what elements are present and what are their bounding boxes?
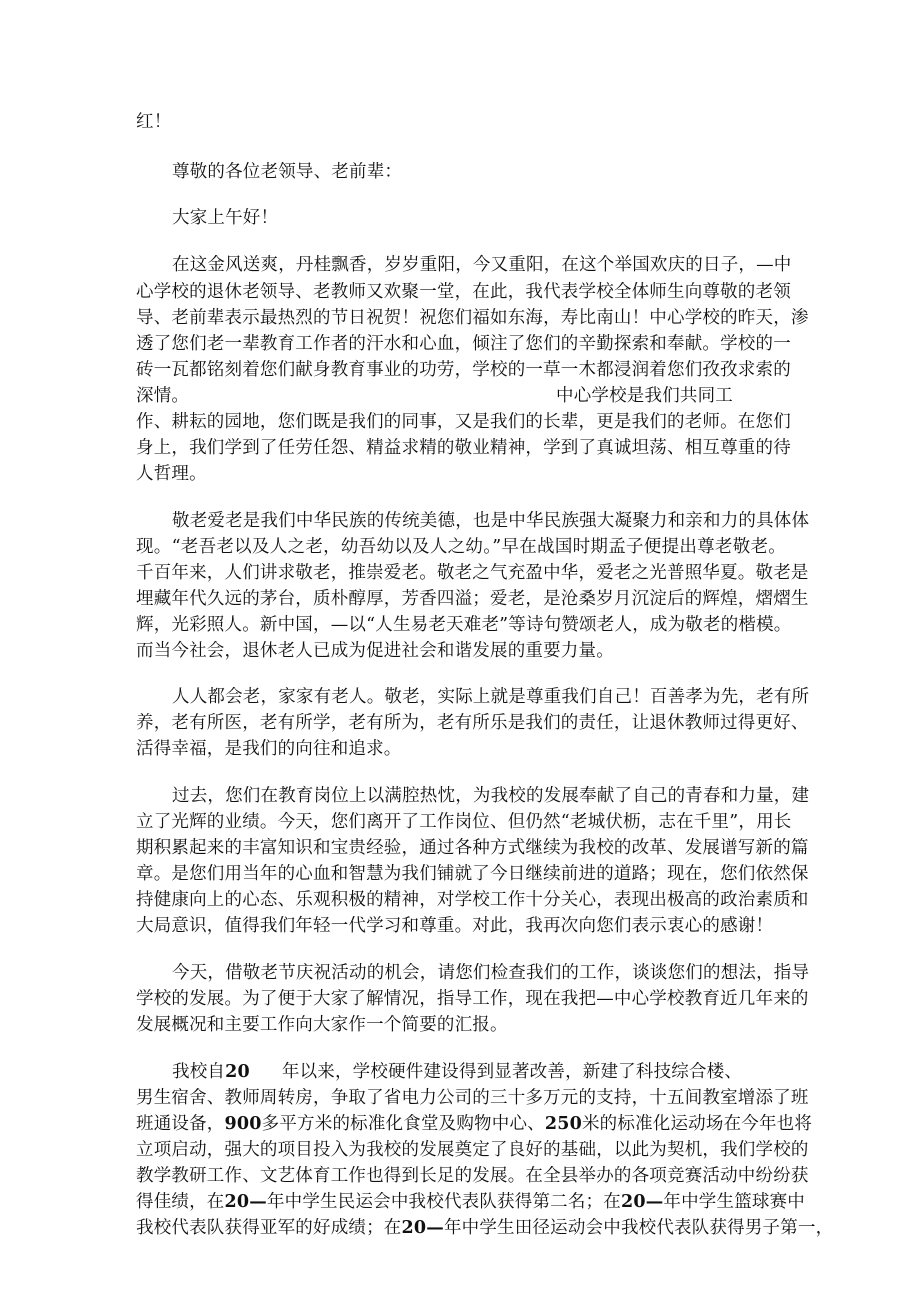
- text-segment: 中心学校是我们共同工: [556, 386, 733, 406]
- text-line: 辉，光彩照人。新中国，—以“人生易老天难老”等诗句赞颂老人，成为敬老的楷模。: [136, 615, 792, 635]
- text-line: 发展概况和主要工作向大家作一个简要的汇报。: [136, 1015, 508, 1035]
- text-segment: 年以来，学校硬件建设得到显著改善，新建了科技综合楼、: [281, 1062, 743, 1082]
- text-line: 作、耕耘的园地，您们既是我们的同事，又是我们的长辈，更是我们的老师。在您们: [136, 412, 791, 432]
- text-segment: 得佳绩，在: [136, 1192, 225, 1212]
- year-number: 20—: [224, 1192, 267, 1212]
- text-line: 透了您们老一辈教育工作者的汗水和心血，倾注了您们的辛勤探索和奉献。学校的一: [136, 334, 791, 354]
- text-line: 敬老爱老是我们中华民族的传统美德，也是中华民族强大凝聚力和亲和力的具体体: [172, 511, 810, 531]
- text-line: 在这金风送爽，丹桂飘香，岁岁重阳，今又重阳，在这个举国欢庆的日子，—中: [172, 255, 792, 275]
- text-line: 今天，借敬老节庆祝活动的机会，请您们检查我们的工作，谈谈您们的想法，指导: [172, 963, 810, 983]
- text-line: 过去，您们在教育岗位上以满腔热忱，为我校的发展奉献了自己的青春和力量，建: [172, 786, 810, 806]
- text-segment: 我校自: [172, 1062, 226, 1082]
- year-number: 20—: [620, 1192, 664, 1212]
- text-line: 教学教研工作、文艺体育工作也得到长足的发展。在全县举办的各项竞赛活动中纷纷获: [136, 1166, 809, 1186]
- text-segment: 深情。: [136, 386, 190, 406]
- year-number: 20: [225, 1062, 250, 1082]
- text-segment: 米的标准化运动场在今年也将: [581, 1114, 813, 1134]
- text-line: 期积累起来的丰富知识和宝贵经验，通过各种方式继续为我校的改革、发展谱写新的篇: [136, 838, 809, 858]
- text-line: [172, 1060, 786, 1084]
- text-segment: 班通设备，: [136, 1114, 225, 1134]
- text-line: 红！: [136, 112, 172, 132]
- text-line: 学校的发展。为了便于大家了解情况，指导工作，现在我把—中心学校教育近几年来的: [136, 989, 809, 1009]
- text-line: 人人都会老，家家有老人。敬老，实际上就是尊重我们自己！百善孝为先，老有所: [172, 687, 810, 707]
- text-line: 持健康向上的心态、乐观积极的精神，对学校工作十分关心，表现出极高的政治素质和: [136, 890, 809, 910]
- text-line: 男生宿舍、教师周转房，争取了省电力公司的三十多万元的支持，十五间教室增添了班: [136, 1088, 809, 1108]
- text-line: [136, 1190, 806, 1214]
- text-line: 砖一瓦都铭刻着您们献身教育事业的功劳，学校的一草一木都浸润着您们孜孜求索的: [136, 360, 791, 380]
- text-line: 导、老前辈表示最热烈的节日祝贺！祝您们福如东海，寿比南山！中心学校的昨天，渗: [136, 308, 809, 328]
- number-value: 900: [224, 1114, 262, 1134]
- text-segment: 我校代表队获得亚军的好成绩；在: [136, 1218, 402, 1238]
- text-segment: 多平方米的标准化食堂及购物中心、: [261, 1114, 545, 1134]
- text-line: 立了光辉的业绩。今天，您们离开了工作岗位、但仍然“老城伏枥，志在千里”，用长: [136, 812, 792, 832]
- year-number: 20—: [401, 1218, 444, 1238]
- text-line: 心学校的退休老领导、老教师又欢聚一堂，在此，我代表学校全体师生向尊敬的老领: [136, 282, 791, 302]
- text-line: 现。“老吾老以及人之老，幼吾幼以及人之幼。”早在战国时期孟子便提出尊老敬老。: [136, 537, 786, 557]
- number-value: 250: [544, 1114, 582, 1134]
- text-line: 立项启动，强大的项目投入为我校的发展奠定了良好的基础，以此为契机，我们学校的: [136, 1140, 809, 1160]
- text-line: 而当今社会，退休老人已成为促进社会和谐发展的重要力量。: [136, 641, 614, 661]
- text-segment: 年中学生篮球赛中: [663, 1192, 806, 1212]
- text-line: 活得幸福，是我们的向往和追求。: [136, 739, 402, 759]
- text-line: 身上，我们学到了任劳任怨、精益求精的敬业精神，学到了真诚坦荡、相互尊重的待: [136, 438, 791, 458]
- text-segment: 年中学生田径运动会中我校代表队获得男子第一，: [443, 1218, 834, 1238]
- text-line: 章。是您们用当年的心血和智慧为我们铺就了今日继续前进的道路；现在，您们依然保: [136, 864, 809, 884]
- text-line: [136, 384, 786, 408]
- text-segment: 年中学生民运会中我校代表队获得第二名；在: [266, 1192, 621, 1212]
- text-line: 千百年来，人们讲求敬老，推崇爱老。敬老之气充盈中华，爱老之光普照华夏。敬老是: [136, 563, 809, 583]
- text-line: 人哲理。: [136, 464, 207, 484]
- greeting: 大家上午好！: [172, 208, 279, 228]
- text-line: [136, 1216, 834, 1240]
- salutation: 尊敬的各位老领导、老前辈：: [172, 162, 403, 182]
- text-line: 大局意识，值得我们年轻一代学习和尊重。对此，我再次向您们表示衷心的感谢！: [136, 916, 774, 936]
- text-line: 埋藏年代久远的茅台，质朴醇厚，芳香四溢；爱老，是沧桑岁月沉淀后的辉煌，熠熠生: [136, 589, 809, 609]
- text-line: 养，老有所医，老有所学，老有所为，老有所乐是我们的责任，让退休教师过得更好、: [136, 713, 809, 733]
- text-line: [136, 1112, 813, 1136]
